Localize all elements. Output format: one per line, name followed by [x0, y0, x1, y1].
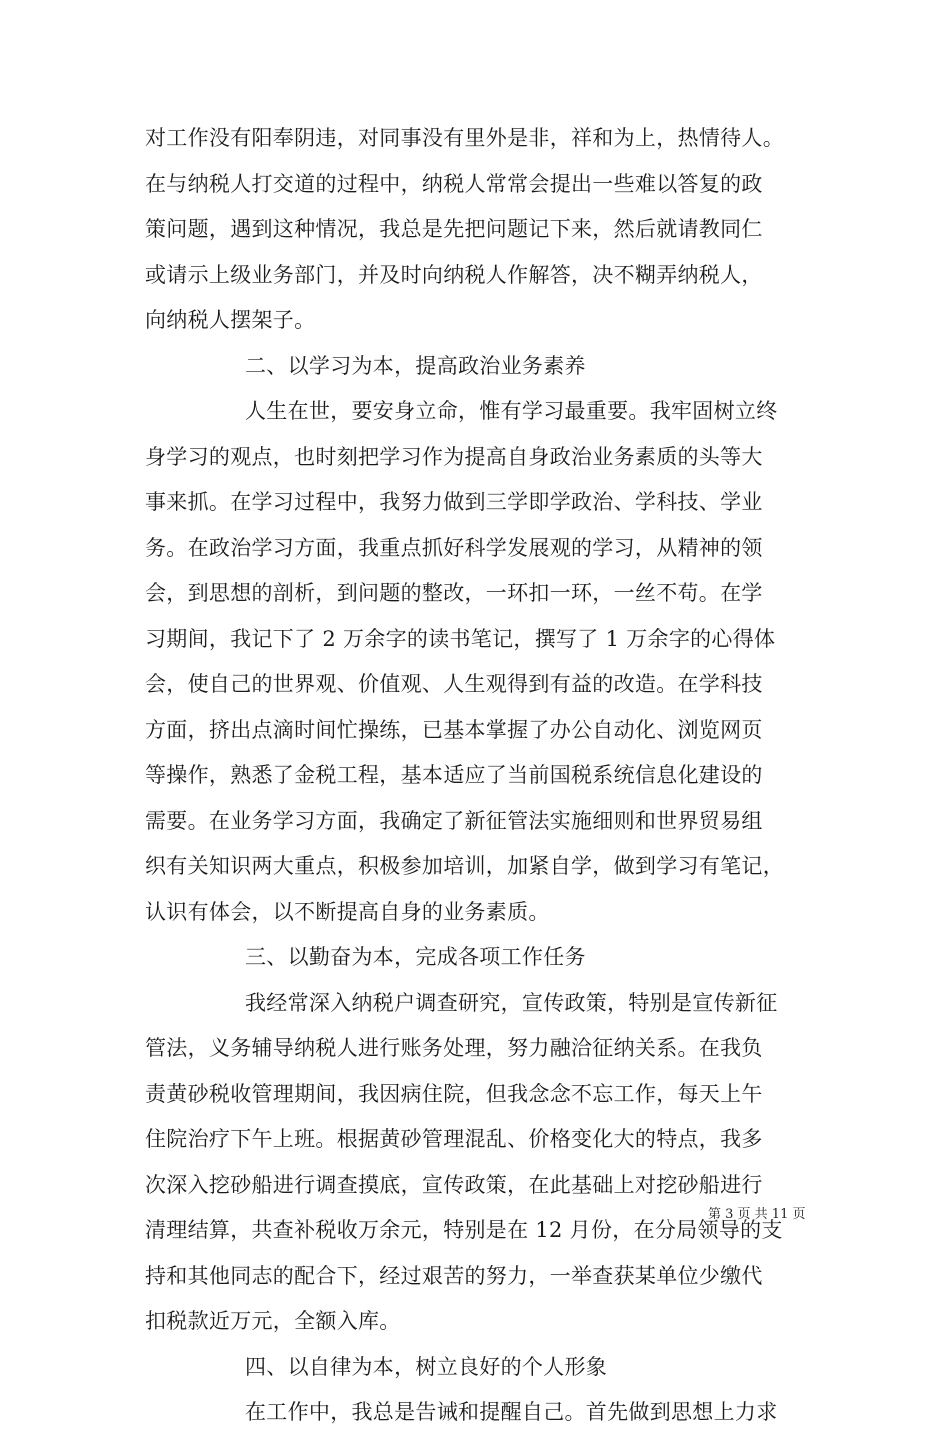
- text-line: 方面，挤出点滴时间忙操练，已基本掌握了办公自动化、浏览网页: [145, 717, 763, 742]
- text-line: 会，到思想的剖析，到问题的整改，一环扣一环，一丝不苟。在学: [145, 581, 763, 605]
- text-line: 住院治疗下午上班。根据黄砂管理混乱、价格变化大的特点，我多: [145, 1127, 763, 1151]
- page-number-footer: 第 3 页 共 11 页: [708, 1207, 806, 1222]
- indented-line: 四、以自律为本，树立良好的个人形象: [245, 1354, 608, 1379]
- document-body: [145, 116, 830, 1436]
- indented-line: 三、以勤奋为本，完成各项工作任务: [245, 945, 586, 969]
- text-line: 等操作，熟悉了金税工程，基本适应了当前国税系统信息化建设的: [145, 763, 763, 787]
- text-line: 织有关知识两大重点，积极参加培训，加紧自学，做到学习有笔记，: [145, 854, 784, 878]
- text-line: 清理结算，共查补税收万余元，特别是在 12 月份，在分局领导的支: [145, 1218, 783, 1242]
- text-line: 在与纳税人打交道的过程中，纳税人常常会提出一些难以答复的政: [145, 171, 763, 196]
- text-line: 认识有体会，以不断提高自身的业务素质。: [145, 899, 550, 924]
- text-line: 向纳税人摆架子。: [145, 308, 316, 332]
- text-line: 或请示上级业务部门，并及时向纳税人作解答，决不糊弄纳税人，: [145, 262, 763, 287]
- text-line: 务。在政治学习方面，我重点抓好科学发展观的学习，从精神的领: [145, 535, 763, 560]
- text-line: 策问题，遇到这种情况，我总是先把问题记下来，然后就请教同仁: [145, 217, 763, 241]
- text-line: 身学习的观点，也时刻把学习作为提高自身政治业务素质的头等大: [145, 444, 763, 469]
- text-line: 扣税款近万元，全额入库。: [145, 1309, 401, 1333]
- text-line: 习期间，我记下了 2 万余字的读书笔记，撰写了 1 万余字的心得体: [145, 626, 776, 651]
- indented-line: 人生在世，要安身立命，惟有学习最重要。我牢固树立终: [245, 399, 778, 423]
- text-line: 会，使自己的世界观、价值观、人生观得到有益的改造。在学科技: [145, 672, 763, 696]
- text-line: 对工作没有阳奉阴违，对同事没有里外是非，祥和为上，热情待人。: [145, 126, 784, 150]
- indented-line: 我经常深入纳税户调查研究，宣传政策，特别是宣传新征: [245, 990, 778, 1015]
- text-line: 责黄砂税收管理期间，我因病住院，但我念念不忘工作，每天上午: [145, 1081, 763, 1106]
- indented-line: 在工作中，我总是告诫和提醒自己。首先做到思想上力求: [245, 1400, 778, 1424]
- text-line: 次深入挖砂船进行调查摸底，宣传政策，在此基础上对挖砂船进行: [145, 1172, 763, 1197]
- indented-line: 二、以学习为本，提高政治业务素养: [245, 353, 586, 378]
- text-line: 事来抓。在学习过程中，我努力做到三学即学政治、学科技、学业: [145, 490, 763, 514]
- text-line: 需要。在业务学习方面，我确定了新征管法实施细则和世界贸易组: [145, 808, 763, 833]
- text-line: 持和其他同志的配合下，经过艰苦的努力，一举查获某单位少缴代: [145, 1263, 763, 1288]
- text-line: 管法，义务辅导纳税人进行账务处理，努力融洽征纳关系。在我负: [145, 1036, 763, 1060]
